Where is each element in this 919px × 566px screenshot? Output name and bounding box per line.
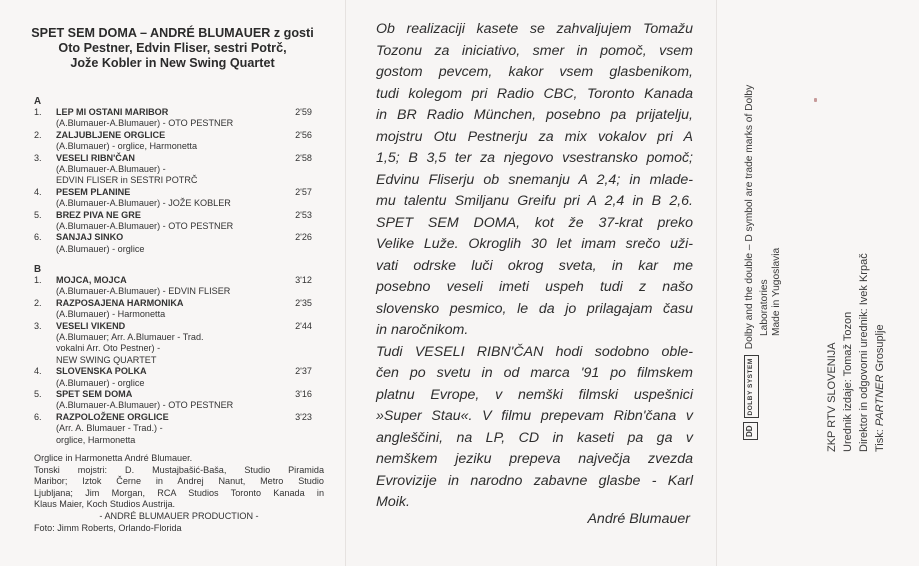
- track-item: [34, 298, 324, 321]
- side-a-label: A: [34, 96, 42, 107]
- track-title: SLOVENSKA POLKA: [56, 366, 147, 377]
- side-b-label: B: [34, 264, 42, 275]
- track-title: PESEM PLANINE: [56, 186, 131, 197]
- letter-line: platnu Evrope, v nemški filmski uspešnici: [376, 386, 693, 403]
- album-title-line: Oto Pestner, Edvin Fliser, sestri Potrč,: [58, 41, 287, 55]
- track-duration: 2'57: [295, 186, 312, 197]
- signature: André Blumauer: [587, 511, 690, 527]
- track-head: [34, 130, 324, 141]
- mix-engineers-line: Ljubljana; Jim Morgan, RCA Studios Toronto Kanada in: [34, 487, 324, 498]
- track-number: 4.: [34, 186, 42, 197]
- track-duration: 3'23: [295, 411, 312, 422]
- track-number: 3.: [34, 152, 42, 163]
- track-credit: (A.Blumauer) - orglice, Harmonetta: [56, 141, 198, 152]
- track-item: [34, 187, 324, 210]
- track-credit: (A.Blumauer) - orglice: [56, 243, 145, 254]
- publisher-line: ZKP RTV SLOVENIJA: [826, 342, 838, 452]
- publisher-panel: [717, 0, 919, 566]
- letter-line: SPET SEM DOMA, kot že 37-krat preko: [376, 214, 693, 231]
- track-head: [34, 153, 324, 164]
- track-title: RAZPOLOŽENE ORGLICE: [56, 411, 169, 422]
- track-number: 2.: [34, 129, 42, 140]
- track-number: 5.: [34, 389, 42, 399]
- track-credit: orglice, Harmonetta: [56, 434, 136, 445]
- publisher-block: [824, 253, 888, 452]
- track-title: MOJCA, MOJCA: [56, 275, 127, 285]
- letter-line: nemškem jeziku prepeva največja zvezda: [376, 451, 693, 467]
- letter-body: [376, 19, 693, 514]
- track-credit: (A.Blumauer-A.Blumauer) - OTO PESTNER: [56, 118, 234, 129]
- letter-line: čen po svetu in od marca '91 po filmskem: [376, 365, 693, 381]
- letter-line: Edvinu Fliserju ob snemanju A 2,4; in mlade-: [376, 171, 693, 188]
- letter-line: slovensko pesmico, le da jo prilagajam času: [376, 300, 693, 317]
- track-duration: 2'37: [295, 366, 312, 377]
- dolby-system-logo: DOLBY SYSTEM: [744, 355, 759, 418]
- track-title: VESELI RIBN'ČAN: [56, 152, 135, 163]
- letter-line: Velike Luže. Okroglih 30 let imam srečo uži-: [376, 236, 693, 252]
- letter-line: Evrovizije in narodno zabavne glasbe - Karl: [376, 472, 693, 489]
- letter-line: in naročnikom.: [376, 322, 469, 338]
- track-duration: 2'59: [295, 107, 312, 117]
- photo-credit: Foto: Jimm Roberts, Orlando-Florida: [34, 522, 182, 533]
- track-number: 2.: [34, 297, 42, 308]
- track-credit: (A.Blumauer-A.Blumauer) - OTO PESTNER: [56, 220, 234, 231]
- track-head: [34, 298, 324, 309]
- dolby-trademark-text: Dolby and the double – D symbol are trade marks of Dolby: [744, 84, 755, 350]
- track-credit: (A.Blumauer-A.Blumauer) - JOŽE KOBLER: [56, 198, 231, 209]
- track-credit: NEW SWING QUARTET: [56, 354, 157, 365]
- letter-line: tudi kolegom pri Radio CBC, Toronto Kanada: [376, 85, 693, 102]
- dolby-double-d-icon: DD: [743, 422, 758, 440]
- track-number: 4.: [34, 366, 42, 377]
- letter-panel: [345, 0, 717, 566]
- track-number: 1.: [34, 275, 42, 285]
- track-head: [34, 275, 324, 286]
- track-duration: 2'35: [295, 297, 312, 308]
- letter-line: 1,5; B 3,5 ter za njegovo vsestransko pomoč;: [376, 150, 693, 166]
- track-number: 6.: [34, 411, 42, 422]
- made-in-line: Made in Yugoslavia: [771, 247, 783, 336]
- track-credit: (A.Blumauer; Arr. A.Blumauer - Trad.: [56, 331, 204, 342]
- track-credit: (A.Blumauer-A.Blumauer) - OTO PESTNER: [56, 400, 234, 411]
- track-duration: 3'16: [295, 389, 312, 399]
- publisher-line: Direktor in odgovorni urednik: Ivek Krpač: [858, 253, 870, 452]
- mix-engineers-line: Maribor; Iztok Černe in Andrej Nanut, Metro Studio: [34, 476, 324, 487]
- letter-line: vati odrske luči okrog sveta, in kar me: [376, 257, 693, 274]
- credits-notes: [34, 453, 324, 534]
- track-duration: 3'12: [295, 275, 312, 285]
- track-head: [34, 107, 324, 118]
- letter-line: in BR Radio München, posebno pa prijatelju,: [376, 107, 693, 123]
- track-title: LEP MI OSTANI MARIBOR: [56, 107, 169, 117]
- letter-line: angleščini, na LP, CD in kaseti pa ga v: [376, 429, 693, 446]
- mix-engineers-line: Klaus Maier, Koch Studios Austrija.: [34, 499, 176, 510]
- track-item: [34, 130, 324, 153]
- track-credit: (A.Blumauer) - Harmonetta: [56, 309, 166, 320]
- track-credit: (A.Blumauer) - orglice: [56, 377, 145, 388]
- letter-line: Tudi VESELI RIBN'ČAN hodi sodobno oble-: [376, 343, 693, 360]
- track-head: [34, 232, 324, 243]
- pen-mark: [814, 98, 817, 102]
- letter-line: »Super Stau«. V filmu prepevam Ribn'čana v: [376, 408, 693, 424]
- track-title: BREZ PIVA NE GRE: [56, 209, 141, 220]
- instruments-note: Orglice in Harmonetta André Blumauer.: [34, 453, 193, 463]
- track-item: [34, 210, 324, 233]
- track-credit: (A.Blumauer-A.Blumauer) -: [56, 163, 166, 174]
- printer-place: Grosuplje: [874, 324, 886, 372]
- dolby-block: [743, 85, 784, 440]
- mix-engineers-line: Tonski mojstri: D. Mustajbašić-Baša, Studio Piramida: [34, 464, 324, 475]
- track-item: [34, 153, 324, 187]
- track-item: [34, 232, 324, 255]
- letter-line: Moik.: [376, 494, 410, 510]
- track-head: [34, 366, 324, 377]
- production-credit: - ANDRÉ BLUMAUER PRODUCTION -: [99, 510, 259, 521]
- print-line: [872, 253, 888, 452]
- track-duration: 2'53: [295, 209, 312, 220]
- track-duration: 2'56: [295, 129, 312, 140]
- track-item: [34, 412, 324, 446]
- track-item: [34, 389, 324, 412]
- track-duration: 2'58: [295, 152, 312, 163]
- dolby-line: Laboratories: [758, 279, 770, 336]
- album-title-line: SPET SEM DOMA – ANDRÉ BLUMAUER z gosti: [31, 26, 314, 40]
- track-number: 5.: [34, 209, 42, 220]
- track-head: [34, 187, 324, 198]
- track-title: ZALJUBLJENE ORGLICE: [56, 129, 166, 140]
- letter-line: mojstru Otu Pestnerju za mix vokalov pri A: [376, 128, 693, 145]
- track-item: [34, 366, 324, 389]
- letter-line: Tozonu za iniciativo, smer in pomoč, vsem: [376, 42, 693, 59]
- track-title: SPET SEM DOMA: [56, 389, 133, 399]
- dolby-line: [743, 85, 759, 440]
- letter-line: posebno veseli imeti uspeh tudi z našo: [376, 279, 693, 295]
- track-item: [34, 321, 324, 367]
- track-number: 3.: [34, 320, 42, 331]
- publisher-line: Urednik izdaje: Tomaž Tozon: [842, 311, 854, 452]
- track-title: SANJAJ SINKO: [56, 232, 124, 243]
- side-a-tracklist: [34, 107, 324, 255]
- print-label: Tisk:: [874, 429, 886, 452]
- track-duration: 2'26: [295, 232, 312, 243]
- track-credit: vokalni Arr. Oto Pestner) -: [56, 343, 161, 354]
- track-number: 1.: [34, 107, 42, 117]
- track-title: RAZPOSAJENA HARMONIKA: [56, 297, 184, 308]
- letter-line: Ob realizaciji kasete se zahvaljujem Tomažu: [376, 21, 693, 37]
- track-credit: (A.Blumauer-A.Blumauer) - EDVIN FLISER: [56, 286, 231, 297]
- track-item: [34, 275, 324, 298]
- track-title: VESELI VIKEND: [56, 320, 126, 331]
- album-title-block: [0, 26, 345, 71]
- track-credit: (Arr. A. Blumauer - Trad.) -: [56, 423, 163, 434]
- album-title-line: Jože Kobler in New Swing Quartet: [70, 56, 275, 70]
- track-item: [34, 107, 324, 130]
- side-b-tracklist: [34, 275, 324, 446]
- track-head: [34, 412, 324, 423]
- track-head: [34, 321, 324, 332]
- printer-name: PARTNER: [874, 374, 886, 427]
- letter-line: mu talentu Smiljanu Greifu pri A 2,4 in B 2,6.: [376, 193, 693, 209]
- track-head: [34, 210, 324, 221]
- track-duration: 2'44: [295, 320, 312, 331]
- track-head: [34, 389, 324, 400]
- track-number: 6.: [34, 232, 42, 243]
- track-credit: EDVIN FLISER in SESTRI POTRČ: [56, 175, 198, 186]
- tracklist-panel: [0, 0, 345, 566]
- letter-line: gostom pevcem, kakor vsem glasbenikom,: [376, 64, 693, 80]
